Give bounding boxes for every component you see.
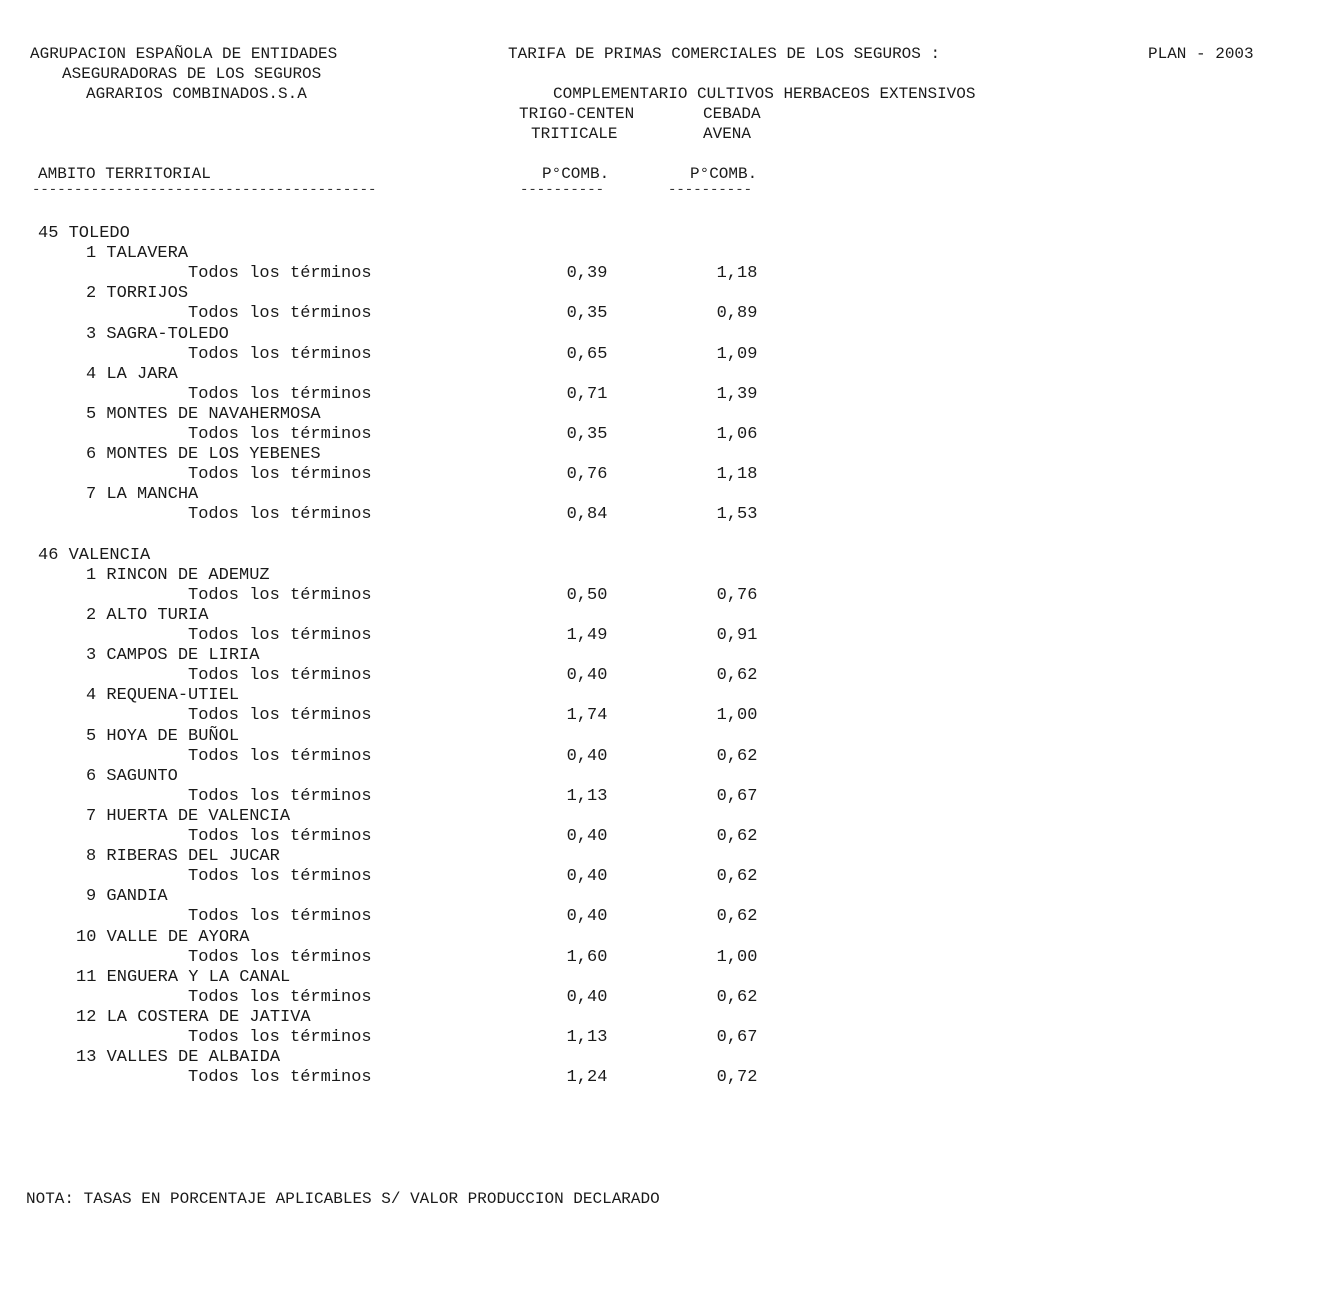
comarca-name: 7 HUERTA DE VALENCIA <box>86 807 291 826</box>
crop-col1-line2: TRITICALE <box>531 125 618 143</box>
terms-label: Todos los términos <box>188 264 372 283</box>
col2-header: P°COMB. <box>690 165 758 183</box>
rate-cebada: 1,00 <box>716 706 758 725</box>
rate-trigo: 1,13 <box>566 787 608 806</box>
rate-cebada: 0,76 <box>716 586 758 605</box>
rate-trigo: 0,40 <box>566 827 608 846</box>
rate-trigo: 0,40 <box>566 988 608 1007</box>
comarca-name: 7 LA MANCHA <box>86 485 199 504</box>
comarca-name: 10 VALLE DE AYORA <box>76 928 250 947</box>
terms-label: Todos los términos <box>188 827 372 846</box>
terms-label: Todos los términos <box>188 867 372 886</box>
rate-trigo: 0,39 <box>566 264 608 283</box>
terms-label: Todos los términos <box>188 666 372 685</box>
province-heading: 46 VALENCIA <box>38 546 151 565</box>
rate-trigo: 0,84 <box>566 505 608 524</box>
rate-trigo: 0,40 <box>566 907 608 926</box>
comarca-name: 6 MONTES DE LOS YEBENES <box>86 445 321 464</box>
comarca-name: 11 ENGUERA Y LA CANAL <box>76 968 291 987</box>
rate-cebada: 0,62 <box>716 827 758 846</box>
rate-trigo: 1,60 <box>566 948 608 967</box>
rate-cebada: 1,18 <box>716 264 758 283</box>
rate-cebada: 1,39 <box>716 385 758 404</box>
rate-cebada: 1,53 <box>716 505 758 524</box>
terms-label: Todos los términos <box>188 385 372 404</box>
header-rule-left: ----------------------------------------- <box>32 182 377 198</box>
rate-trigo: 0,40 <box>566 666 608 685</box>
terms-label: Todos los términos <box>188 626 372 645</box>
rate-trigo: 1,49 <box>566 626 608 645</box>
crop-col2-line1: CEBADA <box>703 105 761 123</box>
header-rule-col1: ---------- <box>520 182 605 198</box>
rate-cebada: 0,67 <box>716 787 758 806</box>
comarca-name: 6 SAGUNTO <box>86 767 178 786</box>
rate-trigo: 0,40 <box>566 747 608 766</box>
terms-label: Todos los términos <box>188 988 372 1007</box>
terms-label: Todos los términos <box>188 1068 372 1087</box>
comarca-name: 1 TALAVERA <box>86 244 189 263</box>
org-line-2: ASEGURADORAS DE LOS SEGUROS <box>62 65 322 83</box>
comarca-name: 4 REQUENA-UTIEL <box>86 686 240 705</box>
tariff-title: TARIFA DE PRIMAS COMERCIALES DE LOS SEGUROS : <box>508 45 941 63</box>
rate-cebada: 1,00 <box>716 948 758 967</box>
comarca-name: 3 CAMPOS DE LIRIA <box>86 646 260 665</box>
rate-cebada: 0,67 <box>716 1028 758 1047</box>
comarca-name: 2 ALTO TURIA <box>86 606 209 625</box>
terms-label: Todos los términos <box>188 787 372 806</box>
ambito-header: AMBITO TERRITORIAL <box>38 165 211 183</box>
rate-trigo: 0,50 <box>566 586 608 605</box>
comarca-name: 9 GANDIA <box>86 887 168 906</box>
comarca-name: 5 MONTES DE NAVAHERMOSA <box>86 405 321 424</box>
comarca-name: 4 LA JARA <box>86 365 178 384</box>
comarca-name: 1 RINCON DE ADEMUZ <box>86 566 270 585</box>
crop-col2-line2: AVENA <box>703 125 752 143</box>
rate-cebada: 0,62 <box>716 907 758 926</box>
terms-label: Todos los términos <box>188 425 372 444</box>
rate-cebada: 0,62 <box>716 666 758 685</box>
rate-trigo: 0,71 <box>566 385 608 404</box>
insurance-subtitle: COMPLEMENTARIO CULTIVOS HERBACEOS EXTENSIVOS <box>553 85 976 103</box>
comarca-name: 13 VALLES DE ALBAIDA <box>76 1048 281 1067</box>
terms-label: Todos los términos <box>188 1028 372 1047</box>
org-line-1: AGRUPACION ESPAÑOLA DE ENTIDADES <box>30 45 338 63</box>
rate-trigo: 0,76 <box>566 465 608 484</box>
rate-trigo: 1,74 <box>566 706 608 725</box>
comarca-name: 3 SAGRA-TOLEDO <box>86 325 229 344</box>
rate-trigo: 0,35 <box>566 304 608 323</box>
comarca-name: 2 TORRIJOS <box>86 284 189 303</box>
rate-trigo: 0,65 <box>566 345 608 364</box>
footer-note: NOTA: TASAS EN PORCENTAJE APLICABLES S/ VALOR PRODUCCION DECLARADO <box>26 1190 660 1208</box>
terms-label: Todos los términos <box>188 586 372 605</box>
rate-trigo: 1,24 <box>566 1068 608 1087</box>
comarca-name: 5 HOYA DE BUÑOL <box>86 727 240 746</box>
rate-cebada: 0,62 <box>716 988 758 1007</box>
rate-cebada: 0,62 <box>716 747 758 766</box>
rate-cebada: 1,09 <box>716 345 758 364</box>
plan-label: PLAN - 2003 <box>1148 45 1254 63</box>
rate-trigo: 0,40 <box>566 867 608 886</box>
rate-trigo: 1,13 <box>566 1028 608 1047</box>
rate-cebada: 1,06 <box>716 425 758 444</box>
header-rule-col2: ---------- <box>668 182 753 198</box>
terms-label: Todos los términos <box>188 948 372 967</box>
comarca-name: 8 RIBERAS DEL JUCAR <box>86 847 280 866</box>
terms-label: Todos los términos <box>188 505 372 524</box>
terms-label: Todos los términos <box>188 706 372 725</box>
terms-label: Todos los términos <box>188 907 372 926</box>
rate-trigo: 0,35 <box>566 425 608 444</box>
rate-cebada: 0,91 <box>716 626 758 645</box>
terms-label: Todos los términos <box>188 465 372 484</box>
rate-cebada: 0,62 <box>716 867 758 886</box>
crop-col1-line1: TRIGO-CENTEN <box>519 105 635 123</box>
rate-cebada: 0,72 <box>716 1068 758 1087</box>
org-line-3: AGRARIOS COMBINADOS.S.A <box>86 85 307 103</box>
rate-cebada: 0,89 <box>716 304 758 323</box>
comarca-name: 12 LA COSTERA DE JATIVA <box>76 1008 311 1027</box>
terms-label: Todos los términos <box>188 304 372 323</box>
province-heading: 45 TOLEDO <box>38 224 130 243</box>
terms-label: Todos los términos <box>188 747 372 766</box>
terms-label: Todos los términos <box>188 345 372 364</box>
col1-header: P°COMB. <box>542 165 610 183</box>
rate-cebada: 1,18 <box>716 465 758 484</box>
